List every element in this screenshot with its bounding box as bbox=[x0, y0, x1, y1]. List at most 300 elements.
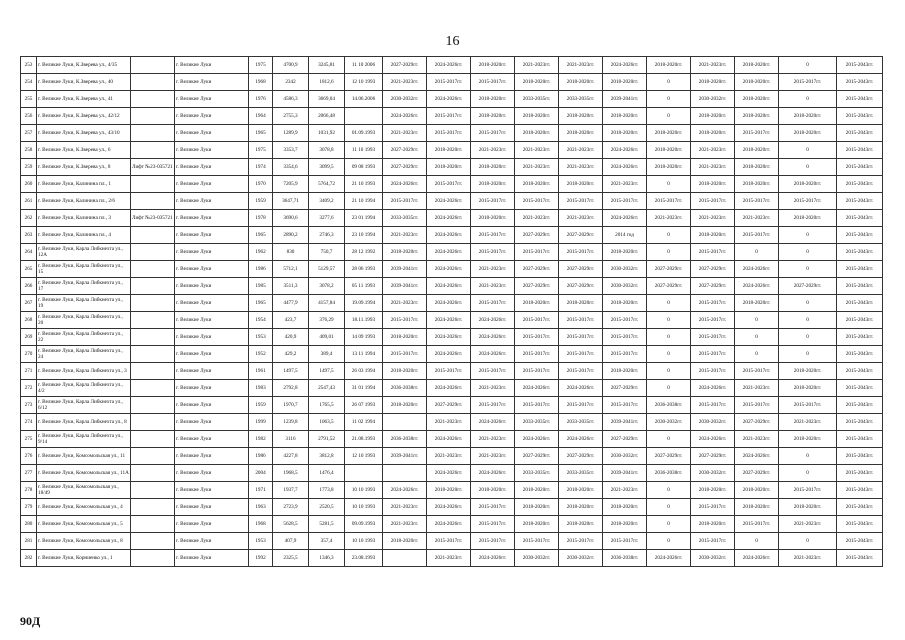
row-number: 264 bbox=[21, 244, 37, 261]
year-built-cell: 1964 bbox=[249, 108, 273, 125]
address-cell: г. Великие Луки, К.Зверева ул., 43/10 bbox=[37, 125, 131, 142]
repair-period-cell: 2021-2023гг. bbox=[427, 448, 471, 465]
living-area-cell: 3812,8 bbox=[309, 448, 345, 465]
repair-period-cell: 2015-2017гг. bbox=[691, 499, 735, 516]
date-cell: 05 11 1993 bbox=[345, 278, 383, 295]
lift-cell bbox=[131, 295, 175, 312]
repair-period-cell: 2018-2020гг. bbox=[471, 482, 515, 499]
repair-period-cell: 2015-2017гг. bbox=[471, 125, 515, 142]
repair-period-cell: 2018-2020гг. bbox=[603, 74, 647, 91]
repair-period-cell: 2015-2043гг. bbox=[837, 414, 883, 431]
year-built-cell: 1999 bbox=[249, 414, 273, 431]
repair-period-cell: 2018-2020гг. bbox=[691, 108, 735, 125]
repair-period-cell: 2024-2026гг. bbox=[735, 550, 779, 567]
living-area-cell: 1063,5 bbox=[309, 414, 345, 431]
repair-period-cell: 2015-2017гг. bbox=[603, 312, 647, 329]
repair-period-cell: 2018-2020гг. bbox=[383, 363, 427, 380]
city-cell: г. Великие Луки bbox=[175, 363, 249, 380]
repair-period-cell: 2024-2026гг. bbox=[691, 380, 735, 397]
total-area-cell: 2755,3 bbox=[273, 108, 309, 125]
living-area-cell: 1765,5 bbox=[309, 397, 345, 414]
repair-period-cell: 2021-2023гг. bbox=[383, 295, 427, 312]
repair-period-cell: 2021-2023гг. bbox=[515, 210, 559, 227]
repair-period-cell: 2015-2017гг. bbox=[515, 346, 559, 363]
row-number: 270 bbox=[21, 346, 37, 363]
repair-period-cell: 2018-2020гг. bbox=[779, 210, 837, 227]
table-row bbox=[21, 380, 883, 397]
repair-period-cell: 2030-2032гг. bbox=[691, 91, 735, 108]
repair-period-cell: 2024-2026гг. bbox=[471, 346, 515, 363]
repair-period-cell: 2018-2020гг. bbox=[735, 108, 779, 125]
repair-period-cell: 2024-2026гг. bbox=[427, 431, 471, 448]
year-built-cell: 1953 bbox=[249, 329, 273, 346]
table-row bbox=[21, 329, 883, 346]
repair-period-cell: 2021-2023гг. bbox=[383, 227, 427, 244]
row-number: 267 bbox=[21, 295, 37, 312]
repair-period-cell: 2021-2023гг. bbox=[471, 261, 515, 278]
row-number: 259 bbox=[21, 159, 37, 176]
repair-period-cell: 2015-2017гг. bbox=[691, 397, 735, 414]
living-area-cell: 376,29 bbox=[309, 312, 345, 329]
table-row bbox=[21, 261, 883, 278]
row-number: 253 bbox=[21, 57, 37, 74]
lift-cell: Лифт №23-035721 bbox=[131, 210, 175, 227]
total-area-cell: 1239,8 bbox=[273, 414, 309, 431]
repair-period-cell: 2024-2026гг. bbox=[515, 380, 559, 397]
repair-period-cell: 2018-2020гг. bbox=[559, 108, 603, 125]
repair-period-cell: 0 bbox=[779, 91, 837, 108]
repair-period-cell: 0 bbox=[735, 244, 779, 261]
repair-period-cell: 0 bbox=[779, 57, 837, 74]
repair-period-cell: 2030-2032гг. bbox=[603, 261, 647, 278]
repair-period-cell: 0 bbox=[647, 499, 691, 516]
repair-period-cell: 2015-2017гг. bbox=[691, 244, 735, 261]
row-number: 256 bbox=[21, 108, 37, 125]
repair-period-cell: 2018-2020гг. bbox=[691, 125, 735, 142]
living-area-cell: 1031,92 bbox=[309, 125, 345, 142]
repair-period-cell: 2018-2020гг. bbox=[603, 108, 647, 125]
repair-period-cell: 2024-2026гг. bbox=[603, 159, 647, 176]
repair-period-cell: 0 bbox=[735, 329, 779, 346]
row-number: 265 bbox=[21, 261, 37, 278]
date-cell: 11 02 1994 bbox=[345, 414, 383, 431]
repair-period-cell: 2021-2023гг. bbox=[515, 159, 559, 176]
repair-period-cell: 2018-2020гг. bbox=[471, 57, 515, 74]
repair-period-cell: 2015-2017гг. bbox=[691, 346, 735, 363]
repair-period-cell: 2018-2020гг. bbox=[647, 57, 691, 74]
repair-period-cell: 2018-2020гг. bbox=[559, 482, 603, 499]
repair-period-cell: 0 bbox=[779, 244, 837, 261]
repair-period-cell: 0 bbox=[779, 312, 837, 329]
row-number: 268 bbox=[21, 312, 37, 329]
repair-period-cell: 2015-2043гг. bbox=[837, 465, 883, 482]
year-built-cell: 1965 bbox=[249, 295, 273, 312]
living-area-cell: 3409,2 bbox=[309, 193, 345, 210]
repair-period-cell: 2024-2026гг. bbox=[427, 380, 471, 397]
repair-period-cell: 2021-2023гг. bbox=[603, 482, 647, 499]
repair-period-cell: 2021-2023гг. bbox=[735, 431, 779, 448]
repair-period-cell: 2015-2017гг. bbox=[735, 397, 779, 414]
repair-period-cell: 2015-2043гг. bbox=[837, 397, 883, 414]
total-area-cell: 423,7 bbox=[273, 312, 309, 329]
date-cell: 21 10 1994 bbox=[345, 193, 383, 210]
lift-cell bbox=[131, 227, 175, 244]
repair-period-cell: 2018-2020гг. bbox=[383, 329, 427, 346]
repair-period-cell: 2021-2023гг. bbox=[559, 210, 603, 227]
repair-period-cell: 2021-2023гг. bbox=[779, 550, 837, 567]
row-number: 263 bbox=[21, 227, 37, 244]
repair-period-cell: 0 bbox=[647, 74, 691, 91]
address-cell: г. Великие Луки, Комсомольская ул., 18/49 bbox=[37, 482, 131, 499]
repair-period-cell: 2021-2023гг. bbox=[691, 142, 735, 159]
address-cell: г. Великие Луки, К.Зверева ул., 6 bbox=[37, 142, 131, 159]
total-area-cell: 1497,5 bbox=[273, 363, 309, 380]
table-row bbox=[21, 550, 883, 567]
lift-cell bbox=[131, 431, 175, 448]
repair-period-cell: 2021-2023гг. bbox=[383, 125, 427, 142]
repair-period-cell: 2015-2017гг. bbox=[471, 295, 515, 312]
repair-period-cell: 2021-2023гг. bbox=[691, 159, 735, 176]
repair-period-cell: 2015-2043гг. bbox=[837, 108, 883, 125]
city-cell: г. Великие Луки bbox=[175, 193, 249, 210]
repair-period-cell: 2021-2023гг. bbox=[383, 499, 427, 516]
repair-period-cell: 2018-2020гг. bbox=[779, 108, 837, 125]
repair-period-cell: 0 bbox=[647, 91, 691, 108]
repair-period-cell: 2027-2029гг. bbox=[603, 431, 647, 448]
repair-period-cell: 0 bbox=[735, 312, 779, 329]
repair-period-cell: 0 bbox=[779, 346, 837, 363]
repair-period-cell: 2030-2032гг. bbox=[515, 550, 559, 567]
repair-period-cell: 2015-2043гг. bbox=[837, 261, 883, 278]
repair-period-cell: 0 bbox=[647, 346, 691, 363]
address-cell: г. Великие Луки, Калинина пл., 1 bbox=[37, 176, 131, 193]
year-built-cell: 2004 bbox=[249, 465, 273, 482]
repair-period-cell: 2024-2026гг. bbox=[603, 57, 647, 74]
repair-period-cell: 2018-2020гг. bbox=[735, 142, 779, 159]
table-row bbox=[21, 193, 883, 210]
repair-period-cell bbox=[383, 465, 427, 482]
repair-period-cell: 2015-2043гг. bbox=[837, 295, 883, 312]
repair-period-cell: 2021-2023гг. bbox=[691, 210, 735, 227]
total-area-cell: 407,9 bbox=[273, 533, 309, 550]
total-area-cell: 1289,9 bbox=[273, 125, 309, 142]
date-cell: 10 10 1993 bbox=[345, 499, 383, 516]
city-cell: г. Великие Луки bbox=[175, 448, 249, 465]
date-cell: 11 10 1993 bbox=[345, 142, 383, 159]
repair-period-cell: 2015-2017гг. bbox=[471, 193, 515, 210]
city-cell: г. Великие Луки bbox=[175, 516, 249, 533]
repair-period-cell: 2018-2020гг. bbox=[471, 91, 515, 108]
repair-period-cell: 0 bbox=[647, 329, 691, 346]
city-cell: г. Великие Луки bbox=[175, 244, 249, 261]
row-number: 281 bbox=[21, 533, 37, 550]
repair-period-cell: 2027-2029гг. bbox=[515, 227, 559, 244]
row-number: 273 bbox=[21, 397, 37, 414]
repair-period-cell: 0 bbox=[647, 363, 691, 380]
repair-period-cell: 2024-2026гг. bbox=[735, 278, 779, 295]
repair-period-cell: 2021-2023гг. bbox=[647, 210, 691, 227]
row-number: 276 bbox=[21, 448, 37, 465]
year-built-cell: 1986 bbox=[249, 261, 273, 278]
repair-period-cell: 2015-2017гг. bbox=[383, 346, 427, 363]
city-cell: г. Великие Луки bbox=[175, 380, 249, 397]
repair-period-cell: 2015-2043гг. bbox=[837, 516, 883, 533]
address-cell: г. Великие Луки, Карла Либкнехта ул., 6/12 bbox=[37, 397, 131, 414]
row-number: 272 bbox=[21, 380, 37, 397]
repair-period-cell: 2018-2020гг. bbox=[735, 499, 779, 516]
repair-period-cell: 2015-2017гг. bbox=[471, 244, 515, 261]
repair-period-cell: 2033-2035гг. bbox=[559, 465, 603, 482]
date-cell: 13 11 1994 bbox=[345, 346, 383, 363]
repair-period-cell: 2015-2043гг. bbox=[837, 74, 883, 91]
year-built-cell: 1986 bbox=[249, 448, 273, 465]
date-cell bbox=[345, 465, 383, 482]
lift-cell bbox=[131, 244, 175, 261]
table-row bbox=[21, 57, 883, 74]
repair-period-cell: 2015-2017гг. bbox=[559, 533, 603, 550]
date-cell: 26 03 1994 bbox=[345, 363, 383, 380]
repair-period-cell: 2015-2017гг. bbox=[779, 397, 837, 414]
repair-period-cell: 2015-2043гг. bbox=[837, 431, 883, 448]
table-row bbox=[21, 142, 883, 159]
living-area-cell: 2520,5 bbox=[309, 499, 345, 516]
date-cell: 10 10 1993 bbox=[345, 482, 383, 499]
table-row bbox=[21, 414, 883, 431]
city-cell: г. Великие Луки bbox=[175, 397, 249, 414]
year-built-cell: 1961 bbox=[249, 363, 273, 380]
city-cell: г. Великие Луки bbox=[175, 176, 249, 193]
living-area-cell: 389,4 bbox=[309, 346, 345, 363]
repair-period-cell: 2027-2029гг. bbox=[559, 227, 603, 244]
repair-period-cell: 2018-2020гг. bbox=[779, 380, 837, 397]
living-area-cell: 3669,04 bbox=[309, 91, 345, 108]
address-cell: г. Великие Луки, К.Зверева ул., 4/35 bbox=[37, 57, 131, 74]
address-cell: г. Великие Луки, Карла Либкнехта ул., 15 bbox=[37, 261, 131, 278]
repair-period-cell: 2024-2026гг. bbox=[427, 227, 471, 244]
repair-period-cell: 0 bbox=[779, 329, 837, 346]
row-number: 260 bbox=[21, 176, 37, 193]
living-area-cell: 3277,6 bbox=[309, 210, 345, 227]
repair-period-cell: 2015-2043гг. bbox=[837, 329, 883, 346]
table-row bbox=[21, 448, 883, 465]
address-cell: г. Великие Луки, Карла Либкнехта ул., 17 bbox=[37, 278, 131, 295]
repair-period-cell: 2015-2017гг. bbox=[427, 363, 471, 380]
row-number: 258 bbox=[21, 142, 37, 159]
repair-period-cell: 2014 год bbox=[603, 227, 647, 244]
repair-period-cell: 2024-2026гг. bbox=[735, 261, 779, 278]
table-row bbox=[21, 210, 883, 227]
repair-period-cell: 2033-2035гг. bbox=[559, 91, 603, 108]
total-area-cell: 4586,3 bbox=[273, 91, 309, 108]
address-cell: г. Великие Луки, Карла Либкнехта ул., 3 bbox=[37, 363, 131, 380]
repair-period-cell: 0 bbox=[779, 448, 837, 465]
total-area-cell: 1937,7 bbox=[273, 482, 309, 499]
repair-period-cell: 2015-2017гг. bbox=[471, 227, 515, 244]
repair-period-cell: 2015-2043гг. bbox=[837, 346, 883, 363]
date-cell: 23.08.1993 bbox=[345, 550, 383, 567]
date-cell: 14.06.2006 bbox=[345, 91, 383, 108]
year-built-cell: 1982 bbox=[249, 431, 273, 448]
repair-period-cell: 2027-2029гг. bbox=[383, 142, 427, 159]
repair-period-cell: 2021-2023гг. bbox=[735, 380, 779, 397]
table-row bbox=[21, 312, 883, 329]
total-area-cell: 420,9 bbox=[273, 329, 309, 346]
date-cell: 18.11.1993 bbox=[345, 312, 383, 329]
repair-period-cell: 2018-2020гг. bbox=[515, 108, 559, 125]
repair-period-cell: 2018-2020гг. bbox=[471, 210, 515, 227]
year-built-cell: 1962 bbox=[249, 244, 273, 261]
repair-period-cell: 2018-2020гг. bbox=[471, 159, 515, 176]
repair-period-cell: 2018-2020гг. bbox=[515, 125, 559, 142]
living-area-cell: 5281,5 bbox=[309, 516, 345, 533]
repair-period-cell: 2024-2026гг. bbox=[471, 465, 515, 482]
repair-period-cell bbox=[383, 550, 427, 567]
year-built-cell: 1976 bbox=[249, 91, 273, 108]
address-cell: г. Великие Луки, Комсомольская ул., 4 bbox=[37, 499, 131, 516]
table-row bbox=[21, 533, 883, 550]
repair-period-cell: 2027-2029гг. bbox=[647, 448, 691, 465]
date-cell: 19.09.1994 bbox=[345, 295, 383, 312]
repair-period-cell: 2015-2017гг. bbox=[383, 193, 427, 210]
repair-period-cell: 0 bbox=[779, 159, 837, 176]
repair-period-cell: 2027-2029гг. bbox=[735, 414, 779, 431]
city-cell: г. Великие Луки bbox=[175, 227, 249, 244]
year-built-cell: 1952 bbox=[249, 346, 273, 363]
repair-period-cell: 2024-2026гг. bbox=[735, 448, 779, 465]
repair-period-cell: 2018-2020гг. bbox=[603, 516, 647, 533]
address-cell: г. Великие Луки, К.Зверева ул., 41 bbox=[37, 91, 131, 108]
repair-period-cell: 2021-2023гг. bbox=[471, 380, 515, 397]
repair-period-cell: 2015-2043гг. bbox=[837, 193, 883, 210]
date-cell: 01.09.1993 bbox=[345, 125, 383, 142]
repair-period-cell: 2018-2020гг. bbox=[603, 363, 647, 380]
repair-period-cell: 2024-2026гг. bbox=[427, 465, 471, 482]
repair-period-cell: 0 bbox=[647, 176, 691, 193]
row-number: 255 bbox=[21, 91, 37, 108]
repair-period-cell: 2015-2017гг. bbox=[603, 397, 647, 414]
repair-period-cell: 2015-2043гг. bbox=[837, 533, 883, 550]
lift-cell bbox=[131, 261, 175, 278]
repair-period-cell: 2039-2041гг. bbox=[383, 278, 427, 295]
repair-period-cell: 2018-2020гг. bbox=[515, 499, 559, 516]
repair-period-cell: 0 bbox=[779, 261, 837, 278]
repair-period-cell: 2018-2020гг. bbox=[647, 142, 691, 159]
repair-period-cell: 2024-2026гг. bbox=[427, 261, 471, 278]
living-area-cell: 1346,3 bbox=[309, 550, 345, 567]
lift-cell bbox=[131, 533, 175, 550]
repair-period-cell: 2015-2017гг. bbox=[471, 363, 515, 380]
repair-period-cell: 2021-2023гг. bbox=[691, 57, 735, 74]
total-area-cell: 1968,5 bbox=[273, 465, 309, 482]
total-area-cell: 2792,8 bbox=[273, 380, 309, 397]
date-cell: 12 10 1993 bbox=[345, 74, 383, 91]
city-cell: г. Великие Луки bbox=[175, 108, 249, 125]
repair-period-cell: 2015-2017гг. bbox=[735, 516, 779, 533]
total-area-cell: 3511,3 bbox=[273, 278, 309, 295]
total-area-cell: 3647,71 bbox=[273, 193, 309, 210]
repair-period-cell: 2015-2017гг. bbox=[603, 346, 647, 363]
repair-period-cell: 2024-2026гг. bbox=[383, 176, 427, 193]
repair-period-cell: 2036-2038гг. bbox=[647, 397, 691, 414]
repair-period-cell: 2021-2023гг. bbox=[471, 278, 515, 295]
living-area-cell: 409,01 bbox=[309, 329, 345, 346]
repair-period-cell: 2018-2020гг. bbox=[691, 74, 735, 91]
city-cell: г. Великие Луки bbox=[175, 142, 249, 159]
footer-code: 90Д bbox=[20, 614, 41, 628]
repair-period-cell: 2036-2038гг. bbox=[603, 550, 647, 567]
repair-period-cell: 2018-2020гг. bbox=[779, 125, 837, 142]
address-cell: г. Великие Луки, Комсомольская ул., 8 bbox=[37, 533, 131, 550]
year-built-cell: 1963 bbox=[249, 499, 273, 516]
table-row bbox=[21, 346, 883, 363]
repair-period-cell: 2018-2020гг. bbox=[383, 244, 427, 261]
table-row bbox=[21, 244, 883, 261]
repair-period-cell: 2015-2043гг. bbox=[837, 499, 883, 516]
lift-cell bbox=[131, 57, 175, 74]
total-area-cell: 3116 bbox=[273, 431, 309, 448]
repair-period-cell: 2027-2029гг. bbox=[559, 278, 603, 295]
repair-period-cell: 2015-2043гг. bbox=[837, 244, 883, 261]
lift-cell bbox=[131, 363, 175, 380]
repair-period-cell: 2015-2017гг. bbox=[515, 193, 559, 210]
lift-cell: Лифт №23-035721 bbox=[131, 159, 175, 176]
repair-period-cell: 2015-2017гг. bbox=[735, 363, 779, 380]
total-area-cell: 5628,5 bbox=[273, 516, 309, 533]
living-area-cell: 2791,52 bbox=[309, 431, 345, 448]
repair-period-cell: 2015-2017гг. bbox=[647, 193, 691, 210]
repair-period-cell: 2024-2026гг. bbox=[427, 312, 471, 329]
city-cell: г. Великие Луки bbox=[175, 159, 249, 176]
lift-cell bbox=[131, 397, 175, 414]
total-area-cell: 4700,9 bbox=[273, 57, 309, 74]
city-cell: г. Великие Луки bbox=[175, 533, 249, 550]
city-cell: г. Великие Луки bbox=[175, 329, 249, 346]
living-area-cell: 2547,43 bbox=[309, 380, 345, 397]
repair-period-cell: 2015-2017гг. bbox=[515, 363, 559, 380]
city-cell: г. Великие Луки bbox=[175, 91, 249, 108]
row-number: 261 bbox=[21, 193, 37, 210]
row-number: 282 bbox=[21, 550, 37, 567]
year-built-cell: 1970 bbox=[249, 176, 273, 193]
repair-period-cell: 2021-2023гг. bbox=[427, 414, 471, 431]
address-cell: г. Великие Луки, Карла Либкнехта ул., 24 bbox=[37, 346, 131, 363]
year-built-cell: 1971 bbox=[249, 482, 273, 499]
city-cell: г. Великие Луки bbox=[175, 74, 249, 91]
repair-period-cell: 2015-2017гг. bbox=[471, 499, 515, 516]
year-built-cell: 1975 bbox=[249, 142, 273, 159]
repair-period-cell: 2024-2026гг. bbox=[515, 431, 559, 448]
repair-period-cell: 2033-2035гг. bbox=[515, 91, 559, 108]
repair-period-cell: 2027-2029гг. bbox=[383, 57, 427, 74]
row-number: 280 bbox=[21, 516, 37, 533]
row-number: 274 bbox=[21, 414, 37, 431]
year-built-cell: 1974 bbox=[249, 159, 273, 176]
repair-period-cell: 2015-2017гг. bbox=[515, 533, 559, 550]
repair-period-cell: 2024-2026гг. bbox=[383, 108, 427, 125]
repair-period-cell: 2015-2017гг. bbox=[691, 312, 735, 329]
repair-period-cell: 2024-2026гг. bbox=[559, 380, 603, 397]
repair-period-cell: 0 bbox=[647, 244, 691, 261]
repair-period-cell: 2015-2017гг. bbox=[779, 482, 837, 499]
table-row bbox=[21, 278, 883, 295]
repair-period-cell: 2021-2023гг. bbox=[471, 431, 515, 448]
repair-period-cell: 2024-2026гг. bbox=[427, 346, 471, 363]
repair-period-cell: 2024-2026гг. bbox=[427, 244, 471, 261]
repair-period-cell: 2015-2043гг. bbox=[837, 278, 883, 295]
living-area-cell: 3078,8 bbox=[309, 142, 345, 159]
date-cell bbox=[345, 108, 383, 125]
table-row bbox=[21, 397, 883, 414]
